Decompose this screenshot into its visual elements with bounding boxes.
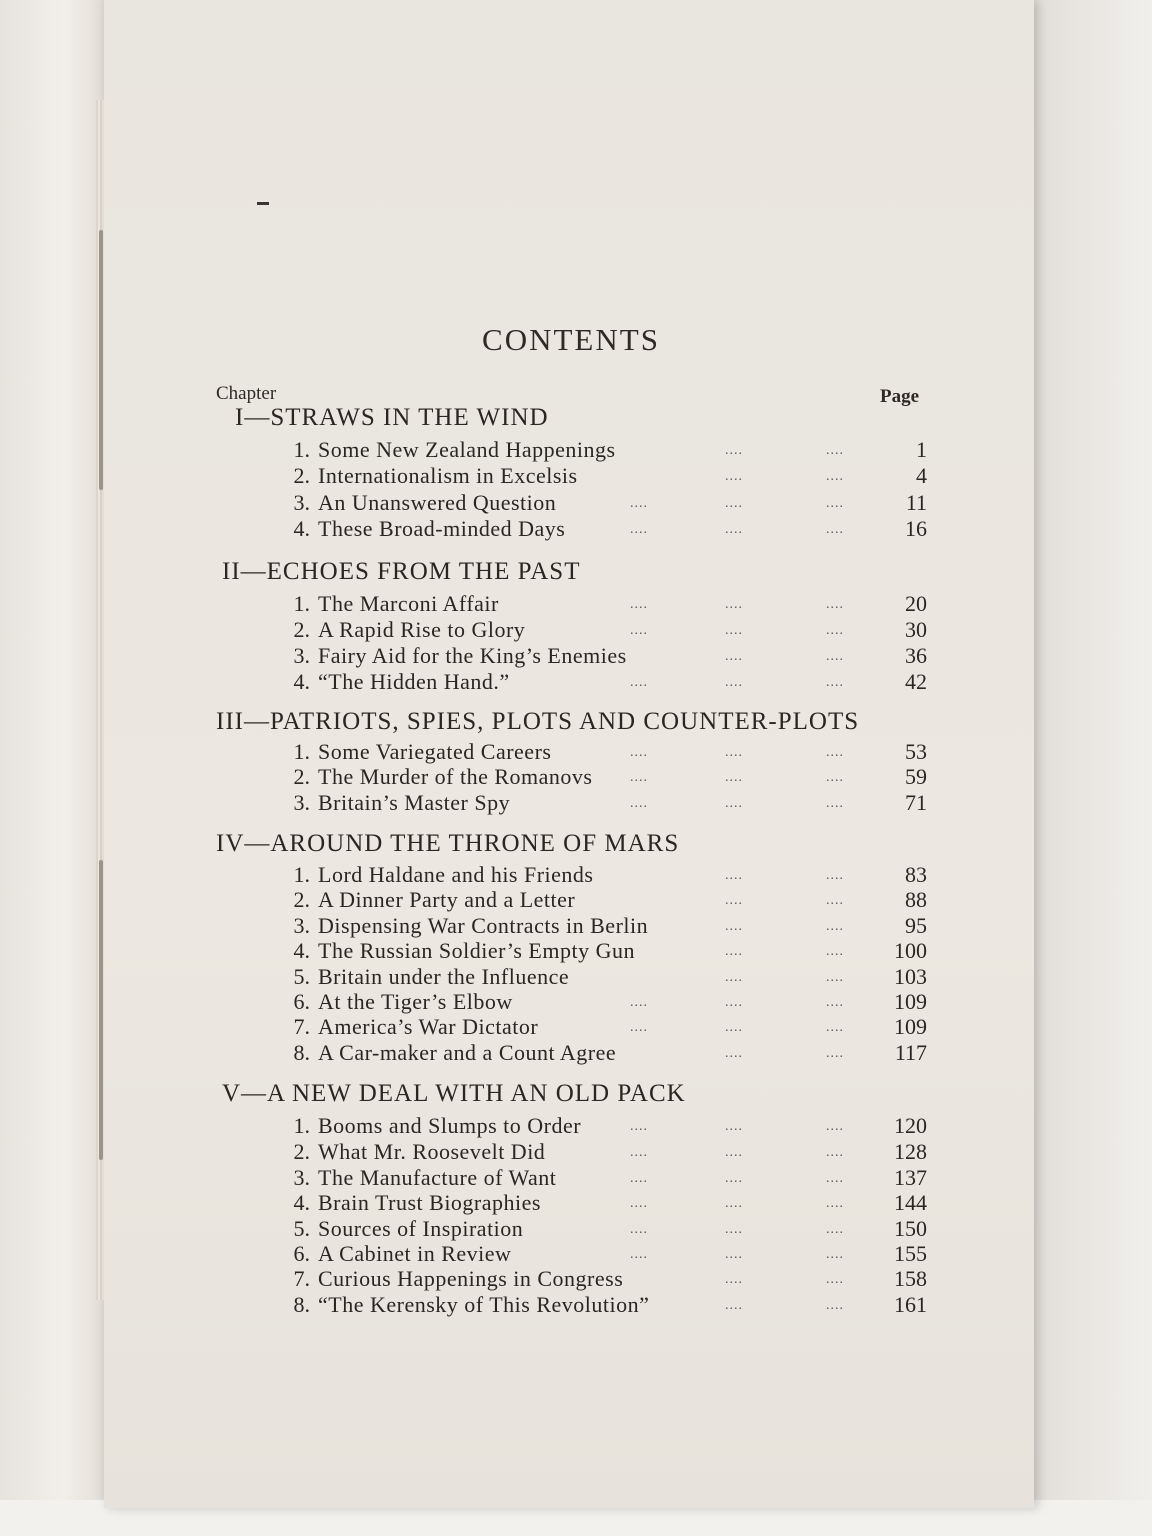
toc-entry	[0, 964, 1000, 989]
entry-page-number: 158	[894, 1266, 927, 1291]
background-surface	[1034, 0, 1152, 1536]
leader-dots: ....	[826, 496, 844, 511]
column-header-page: Page	[880, 386, 920, 407]
entry-page-number: 36	[905, 643, 927, 668]
leader-dots: ....	[725, 1171, 743, 1186]
toc-entry	[0, 1292, 1000, 1317]
entry-number: 2.	[293, 764, 310, 789]
entry-page-number: 128	[894, 1139, 927, 1164]
toc-entry	[0, 437, 1000, 462]
entry-title: Booms and Slumps to Order	[318, 1113, 582, 1138]
entry-number: 6.	[293, 1241, 310, 1266]
leader-dots: ....	[725, 1298, 743, 1313]
toc-entry	[0, 591, 1000, 616]
entry-number: 5.	[293, 1216, 310, 1241]
toc-entry	[0, 739, 1000, 764]
leader-dots: ....	[826, 1298, 844, 1313]
toc-entry	[0, 790, 1000, 815]
entry-number: 4.	[293, 669, 310, 694]
chapter-heading: V—A NEW DEAL WITH AN OLD PACK	[222, 1080, 686, 1107]
entry-number: 2.	[293, 617, 310, 642]
entry-page-number: 109	[894, 989, 927, 1014]
leader-dots: ....	[725, 597, 743, 612]
entry-page-number: 109	[894, 1014, 927, 1039]
entry-title: Fairy Aid for the King’s Enemies	[318, 643, 627, 668]
entry-number: 4.	[293, 1190, 310, 1215]
entry-page-number: 120	[894, 1113, 927, 1138]
leader-dots: ....	[630, 597, 648, 612]
entry-page-number: 4	[916, 463, 927, 488]
entry-number: 4.	[293, 516, 310, 541]
leader-dots: ....	[725, 868, 743, 883]
leader-dots: ....	[826, 1046, 844, 1061]
toc-entry	[0, 617, 1000, 642]
leader-dots: ....	[725, 893, 743, 908]
entry-page-number: 71	[905, 790, 927, 815]
leader-dots: ....	[725, 675, 743, 690]
entry-page-number: 100	[894, 938, 927, 963]
toc-entry	[0, 1165, 1000, 1190]
leader-dots: ....	[630, 1020, 648, 1035]
entry-page-number: 161	[894, 1292, 927, 1317]
entry-title: Sources of Inspiration	[318, 1216, 524, 1241]
leader-dots: ....	[826, 796, 844, 811]
entry-title: What Mr. Roosevelt Did	[318, 1139, 546, 1164]
leader-dots: ....	[826, 469, 844, 484]
leader-dots: ....	[725, 745, 743, 760]
entry-page-number: 137	[894, 1165, 927, 1190]
toc-entry	[0, 1113, 1000, 1138]
entry-title: The Manufacture of Want	[318, 1165, 557, 1190]
leader-dots: ....	[725, 623, 743, 638]
leader-dots: ....	[826, 970, 844, 985]
leader-dots: ....	[725, 995, 743, 1010]
entry-number: 1.	[293, 591, 310, 616]
entry-page-number: 42	[905, 669, 927, 694]
leader-dots: ....	[826, 919, 844, 934]
toc-entry	[0, 1216, 1000, 1241]
entry-title: Some Variegated Careers	[318, 739, 552, 764]
page-title: CONTENTS	[482, 322, 660, 357]
entry-page-number: 155	[894, 1241, 927, 1266]
entry-page-number: 88	[905, 887, 927, 912]
leader-dots: ....	[725, 443, 743, 458]
entry-number: 2.	[293, 463, 310, 488]
entry-title: Lord Haldane and his Friends	[318, 862, 594, 887]
entry-title: The Murder of the Romanovs	[318, 764, 593, 789]
toc-entry	[0, 913, 1000, 938]
toc-entry	[0, 1241, 1000, 1266]
leader-dots: ....	[826, 522, 844, 537]
entry-title: Britain’s Master Spy	[318, 790, 511, 815]
entry-number: 3.	[293, 913, 310, 938]
entry-page-number: 103	[894, 964, 927, 989]
entry-page-number: 144	[894, 1190, 927, 1215]
entry-number: 3.	[293, 643, 310, 668]
leader-dots: ....	[630, 745, 648, 760]
entry-number: 4.	[293, 938, 310, 963]
entry-page-number: 117	[894, 1040, 927, 1065]
toc-entry	[0, 463, 1000, 488]
toc-entry	[0, 669, 1000, 694]
entry-number: 7.	[293, 1266, 310, 1291]
leader-dots: ....	[725, 770, 743, 785]
entry-title: A Car-maker and a Count Agree	[318, 1040, 617, 1065]
chapter-heading: III—PATRIOTS, SPIES, PLOTS AND COUNTER-PLOTS	[216, 708, 860, 735]
entry-number: 1.	[293, 437, 310, 462]
toc-entry	[0, 1139, 1000, 1164]
entry-number: 8.	[293, 1040, 310, 1065]
leader-dots: ....	[826, 1145, 844, 1160]
toc-entry	[0, 887, 1000, 912]
leader-dots: ....	[630, 623, 648, 638]
entry-page-number: 30	[905, 617, 927, 642]
toc-entry	[0, 1190, 1000, 1215]
entry-page-number: 53	[905, 739, 927, 764]
leader-dots: ....	[725, 1119, 743, 1134]
entry-number: 7.	[293, 1014, 310, 1039]
entry-page-number: 16	[905, 516, 927, 541]
leader-dots: ....	[826, 1222, 844, 1237]
toc-entry	[0, 764, 1000, 789]
toc-entry	[0, 643, 1000, 668]
entry-title: These Broad-minded Days	[318, 516, 566, 541]
leader-dots: ....	[826, 995, 844, 1010]
entry-page-number: 95	[905, 913, 927, 938]
leader-dots: ....	[630, 1196, 648, 1211]
entry-number: 1.	[293, 862, 310, 887]
leader-dots: ....	[826, 1171, 844, 1186]
leader-dots: ....	[725, 1046, 743, 1061]
leader-dots: ....	[725, 944, 743, 959]
leader-dots: ....	[725, 1196, 743, 1211]
leader-dots: ....	[725, 496, 743, 511]
toc-entry	[0, 989, 1000, 1014]
toc-entry	[0, 1040, 1000, 1065]
leader-dots: ....	[630, 1119, 648, 1134]
leader-dots: ....	[826, 1119, 844, 1134]
leader-dots: ....	[630, 796, 648, 811]
entry-title: At the Tiger’s Elbow	[318, 989, 513, 1014]
chapter-heading: II—ECHOES FROM THE PAST	[222, 558, 581, 585]
leader-dots: ....	[826, 770, 844, 785]
leader-dots: ....	[630, 1222, 648, 1237]
leader-dots: ....	[630, 522, 648, 537]
column-header-chapter: Chapter	[216, 383, 277, 404]
leader-dots: ....	[826, 623, 844, 638]
chapter-heading: IV—AROUND THE THRONE OF MARS	[216, 830, 680, 857]
entry-title: America’s War Dictator	[318, 1014, 539, 1039]
entry-title: The Russian Soldier’s Empty Gun	[318, 938, 635, 963]
entry-page-number: 1	[916, 437, 927, 462]
entry-number: 2.	[293, 887, 310, 912]
entry-number: 8.	[293, 1292, 310, 1317]
leader-dots: ....	[630, 675, 648, 690]
leader-dots: ....	[725, 1020, 743, 1035]
entry-page-number: 150	[894, 1216, 927, 1241]
leader-dots: ....	[725, 970, 743, 985]
leader-dots: ....	[826, 443, 844, 458]
entry-page-number: 20	[905, 591, 927, 616]
leader-dots: ....	[826, 868, 844, 883]
leader-dots: ....	[826, 597, 844, 612]
leader-dots: ....	[725, 469, 743, 484]
entry-title: The Marconi Affair	[318, 591, 499, 616]
leader-dots: ....	[826, 1196, 844, 1211]
entry-number: 6.	[293, 989, 310, 1014]
leader-dots: ....	[826, 893, 844, 908]
entry-page-number: 83	[905, 862, 927, 887]
entry-title: A Rapid Rise to Glory	[318, 617, 526, 642]
entry-title: Internationalism in Excelsis	[318, 463, 578, 488]
leader-dots: ....	[725, 919, 743, 934]
leader-dots: ....	[826, 675, 844, 690]
entry-title: “The Hidden Hand.”	[318, 669, 510, 694]
toc-entry	[0, 1266, 1000, 1291]
leader-dots: ....	[725, 1222, 743, 1237]
toc-entry	[0, 1014, 1000, 1039]
entry-page-number: 59	[905, 764, 927, 789]
leader-dots: ....	[826, 944, 844, 959]
toc-entry	[0, 862, 1000, 887]
leader-dots: ....	[725, 1272, 743, 1287]
leader-dots: ....	[826, 745, 844, 760]
leader-dots: ....	[725, 522, 743, 537]
leader-dots: ....	[725, 1247, 743, 1262]
entry-title: An Unanswered Question	[318, 490, 557, 515]
leader-dots: ....	[630, 770, 648, 785]
leader-dots: ....	[725, 649, 743, 664]
leader-dots: ....	[630, 496, 648, 511]
leader-dots: ....	[826, 1247, 844, 1262]
entry-number: 3.	[293, 790, 310, 815]
toc-entry	[0, 938, 1000, 963]
entry-number: 1.	[293, 1113, 310, 1138]
entry-title: Britain under the Influence	[318, 964, 570, 989]
toc-entry	[0, 516, 1000, 541]
entry-title: Some New Zealand Happenings	[318, 437, 616, 462]
leader-dots: ....	[630, 995, 648, 1010]
leader-dots: ....	[826, 1272, 844, 1287]
toc-entry	[0, 490, 1000, 515]
leader-dots: ....	[826, 1020, 844, 1035]
entry-number: 3.	[293, 1165, 310, 1190]
entry-number: 1.	[293, 739, 310, 764]
entry-number: 2.	[293, 1139, 310, 1164]
leader-dots: ....	[725, 1145, 743, 1160]
leader-dots: ....	[630, 1247, 648, 1262]
entry-number: 3.	[293, 490, 310, 515]
chapter-heading: I—STRAWS IN THE WIND	[235, 404, 549, 431]
entry-title: A Cabinet in Review	[318, 1241, 512, 1266]
leader-dots: ....	[826, 649, 844, 664]
entry-page-number: 11	[905, 490, 927, 515]
entry-title: “The Kerensky of This Revolution”	[318, 1292, 650, 1317]
entry-title: A Dinner Party and a Letter	[318, 887, 576, 912]
entry-title: Brain Trust Biographies	[318, 1190, 541, 1215]
entry-title: Dispensing War Contracts in Berlin	[318, 913, 649, 938]
leader-dots: ....	[630, 1145, 648, 1160]
entry-number: 5.	[293, 964, 310, 989]
ink-mark	[257, 202, 269, 205]
leader-dots: ....	[725, 796, 743, 811]
entry-title: Curious Happenings in Congress	[318, 1266, 624, 1291]
leader-dots: ....	[630, 1171, 648, 1186]
